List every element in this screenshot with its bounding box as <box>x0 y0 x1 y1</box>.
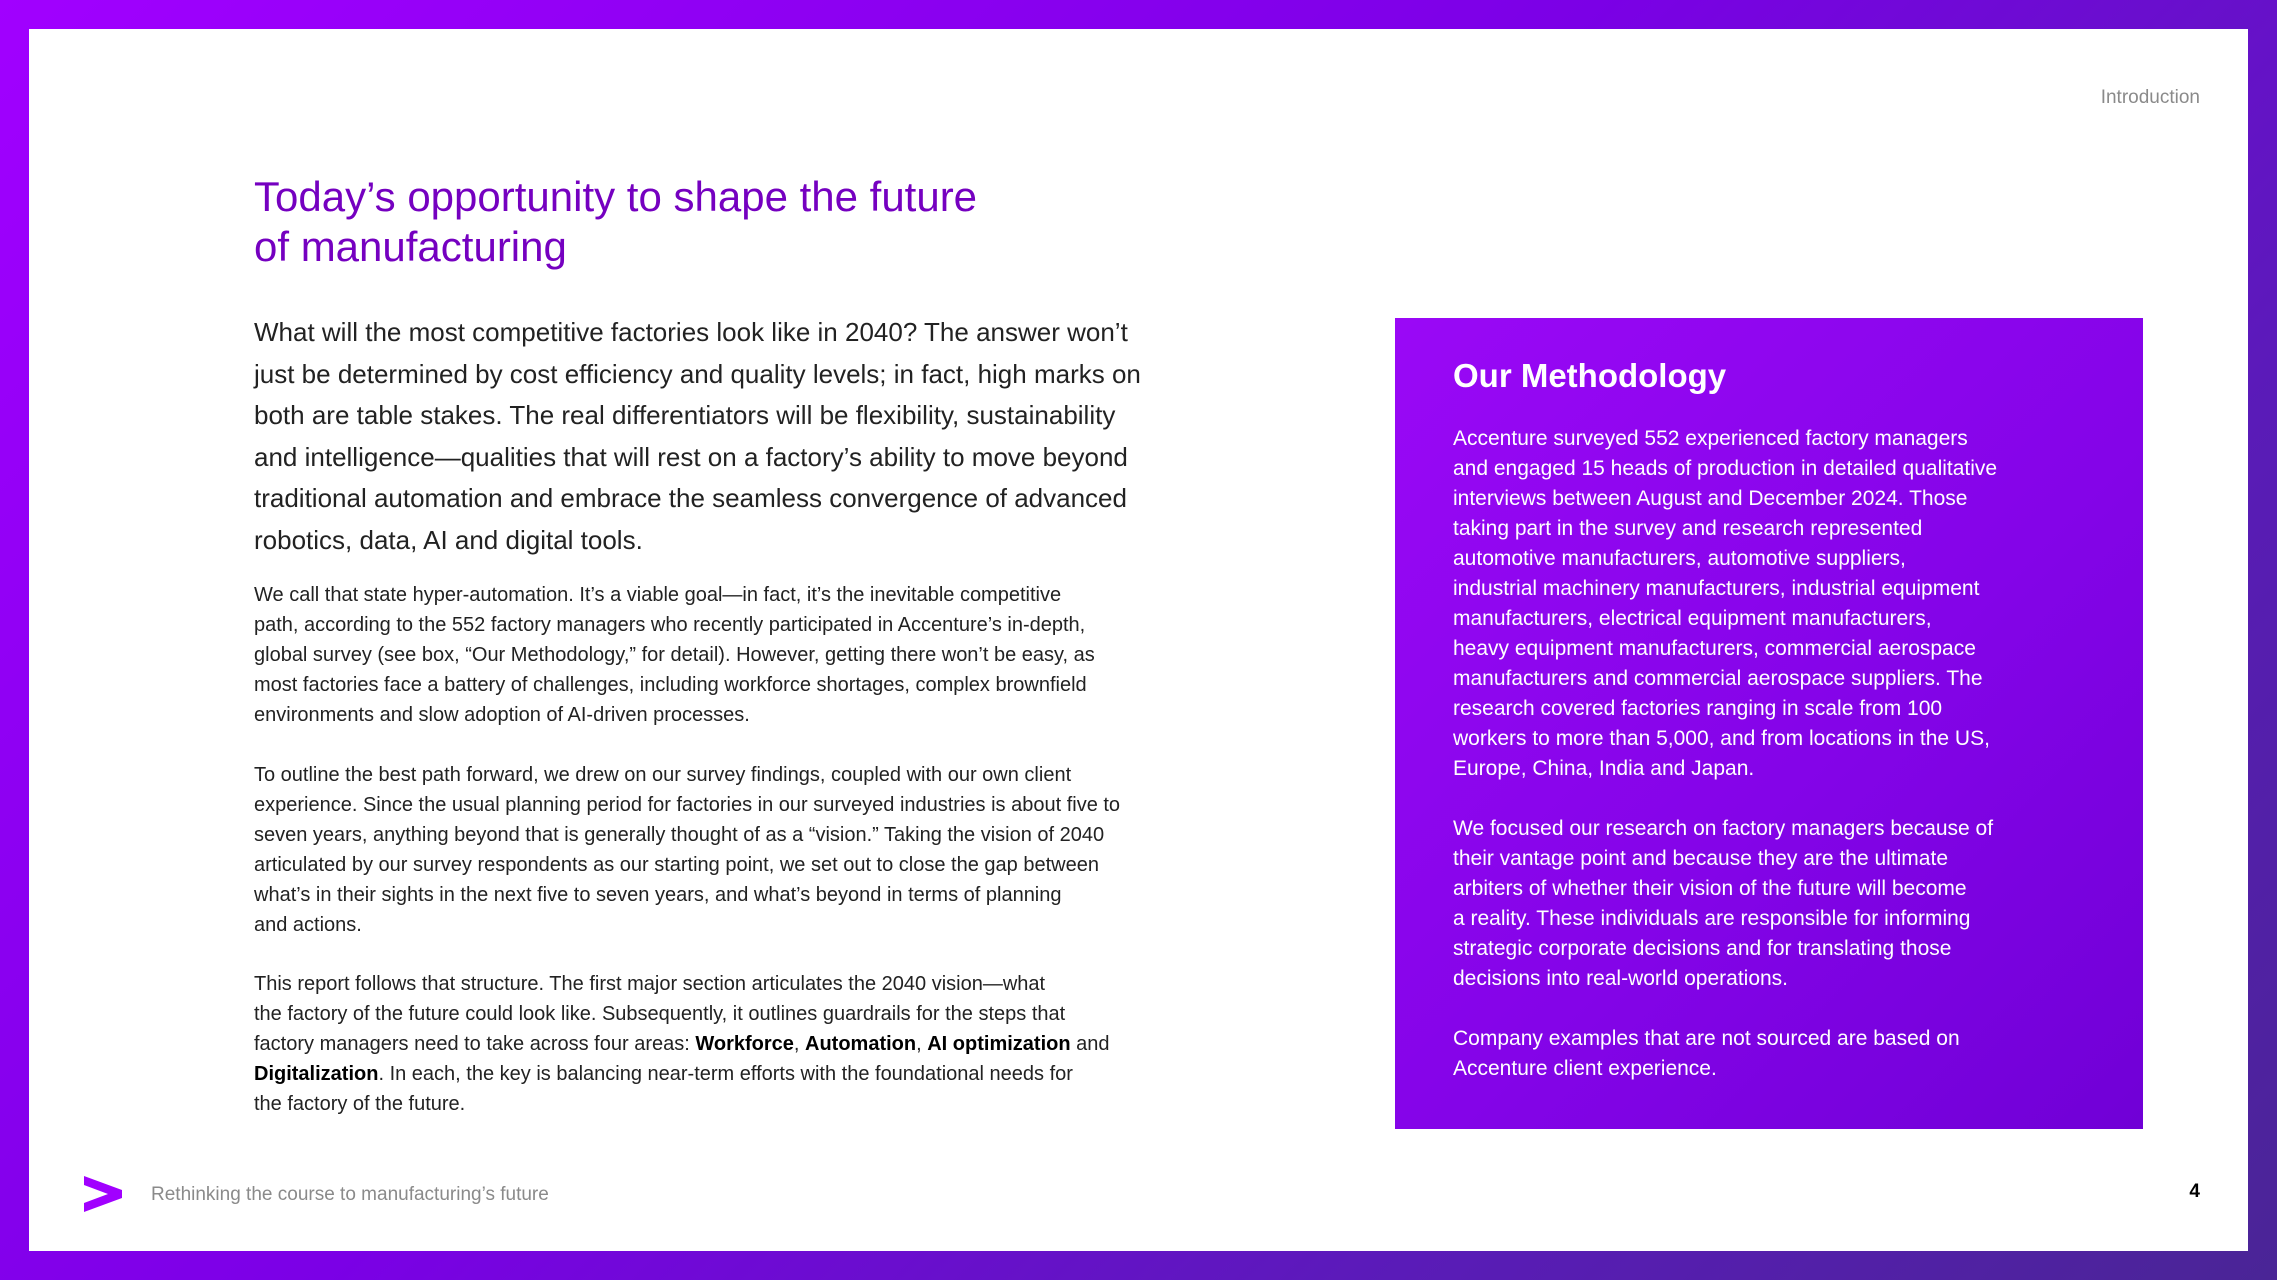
title-line-2: of manufacturing <box>254 223 567 270</box>
body-line: We call that state hyper-automation. It’s a viable goal—in fact, it’s the inevitable competitive <box>254 584 1062 606</box>
methodology-line: strategic corporate decisions and for translating those <box>1453 937 1952 960</box>
methodology-paragraph-1 <box>1453 424 2085 784</box>
methodology-line: manufacturers, electrical equipment manufacturers, <box>1453 607 1932 630</box>
methodology-line: their vantage point and because they are the ultimate <box>1453 847 1948 870</box>
lead-line: traditional automation and embrace the seamless convergence of advanced <box>254 483 1127 513</box>
area-ai-optimization: AI optimization <box>927 1033 1071 1055</box>
methodology-line: interviews between August and December 2024. Those <box>1453 487 1968 510</box>
body-paragraph-3 <box>254 969 1254 1119</box>
methodology-line: taking part in the survey and research represented <box>1453 517 1923 540</box>
area-automation: Automation <box>805 1033 917 1055</box>
body-line: most factories face a battery of challenges, including workforce shortages, complex brownfield <box>254 674 1087 696</box>
methodology-line: We focused our research on factory managers because of <box>1453 817 1994 840</box>
separator: and <box>1070 1033 1110 1055</box>
area-workforce: Workforce <box>695 1033 794 1055</box>
methodology-line: automotive manufacturers, automotive suppliers, <box>1453 547 1906 570</box>
methodology-line: manufacturers and commercial aerospace suppliers. The <box>1453 667 1983 690</box>
methodology-line: workers to more than 5,000, and from locations in the US, <box>1453 727 1990 750</box>
methodology-line: research covered factories ranging in scale from 100 <box>1453 697 1943 720</box>
body-line: the factory of the future. <box>254 1093 466 1115</box>
methodology-line: Accenture client experience. <box>1453 1057 1717 1080</box>
body-line: path, according to the 552 factory managers who recently participated in Accenture’s in-depth, <box>254 614 1086 636</box>
lead-line: robotics, data, AI and digital tools. <box>254 524 643 555</box>
methodology-line: Company examples that are not sourced are based on <box>1453 1027 1960 1050</box>
title-line-1: Today’s opportunity to shape the future <box>254 173 978 220</box>
methodology-line: a reality. These individuals are responsible for informing <box>1453 907 1971 930</box>
methodology-line: heavy equipment manufacturers, commercial aerospace <box>1453 637 1976 660</box>
methodology-paragraph-3 <box>1453 1024 2085 1084</box>
body-paragraph-2 <box>254 760 1254 940</box>
methodology-line: decisions into real-world operations. <box>1453 967 1789 990</box>
methodology-title: Our Methodology <box>1453 357 1727 394</box>
body-paragraph-1 <box>254 580 1254 730</box>
separator: , <box>916 1033 928 1055</box>
methodology-box <box>1395 318 2143 1129</box>
methodology-line: Europe, China, India and Japan. <box>1453 757 1755 780</box>
separator: , <box>793 1033 806 1055</box>
methodology-line: and engaged 15 heads of production in detailed qualitative <box>1453 457 1998 480</box>
page-title <box>254 172 1154 272</box>
body-line: To outline the best path forward, we drew on our survey findings, coupled with our own client <box>254 764 1072 786</box>
body-line: seven years, anything beyond that is generally thought of as a “vision.” Taking the vision of 2040 <box>254 824 1105 846</box>
body-line: articulated by our survey respondents as our starting point, we set out to close the gap between <box>254 854 1099 876</box>
body-line: the factory of the future could look like. Subsequently, it outlines guardrails for the steps that <box>254 1003 1066 1025</box>
area-digitalization: Digitalization <box>254 1063 379 1085</box>
body-line: factory managers need to take across four areas: <box>254 1033 696 1055</box>
document-page <box>29 29 2248 1251</box>
body-line: This report follows that structure. The first major section articulates the 2040 vision—what <box>254 973 1046 995</box>
lead-line: and intelligence—qualities that will rest on a factory’s ability to move beyond <box>254 441 1128 472</box>
accenture-greater-than-icon[interactable] <box>83 1174 123 1214</box>
methodology-paragraph-2 <box>1453 814 2085 994</box>
page-number: 4 <box>2189 1181 2200 1202</box>
lead-line: just be determined by cost efficiency and quality levels; in fact, high marks on <box>254 358 1141 389</box>
methodology-line: Accenture surveyed 552 experienced factory managers <box>1453 427 1968 450</box>
section-label: Introduction <box>2100 87 2200 108</box>
logo-chevron-shape <box>84 1176 122 1212</box>
lead-line: both are table stakes. The real differentiators will be flexibility, sustainability <box>254 400 1116 430</box>
body-line: global survey (see box, “Our Methodology,” for detail). However, getting there won’t be easy, as <box>254 644 1095 666</box>
lead-line: What will the most competitive factories look like in 2040? The answer won’t <box>254 317 1128 347</box>
body-line: . In each, the key is balancing near-term efforts with the foundational needs for <box>378 1063 1073 1085</box>
body-line: what’s in their sights in the next five to seven years, and what’s beyond in terms of planning <box>254 884 1062 906</box>
body-line: experience. Since the usual planning period for factories in our surveyed industries is about five to <box>254 794 1121 816</box>
methodology-line: industrial machinery manufacturers, industrial equipment <box>1453 577 1980 600</box>
body-line: and actions. <box>254 914 362 936</box>
body-line: environments and slow adoption of AI-driven processes. <box>254 704 750 726</box>
methodology-line: arbiters of whether their vision of the future will become <box>1453 877 1967 900</box>
lead-paragraph <box>254 312 1254 561</box>
footer-document-title: Rethinking the course to manufacturing’s future <box>151 1184 549 1205</box>
